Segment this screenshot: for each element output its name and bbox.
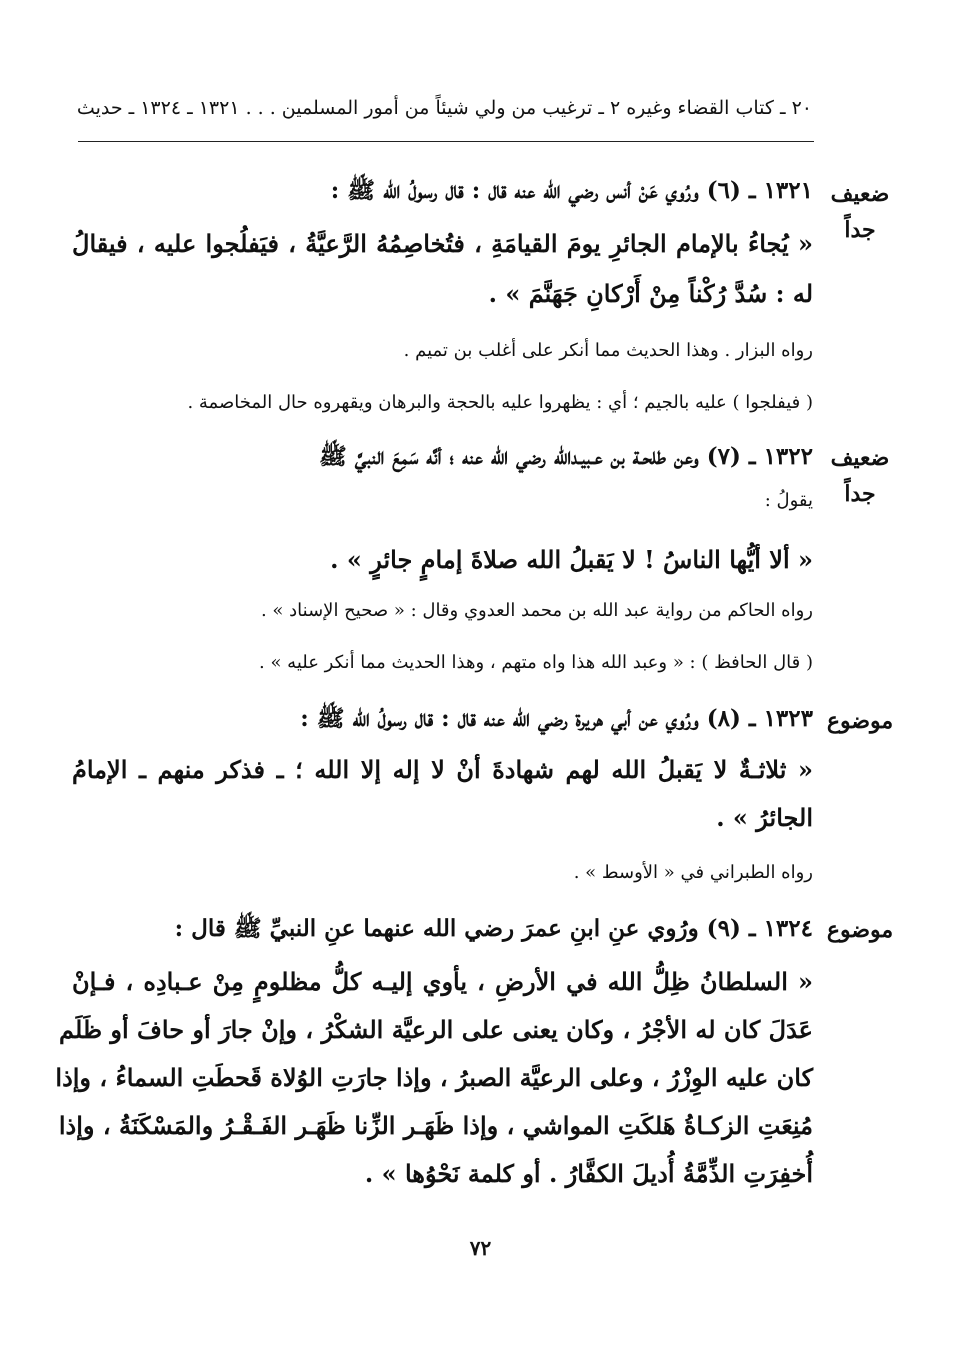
- grade-word: جداً: [844, 481, 876, 507]
- grade-word: موضوع: [826, 708, 894, 734]
- hadith-text-line: « ألا أيُّها الناسُ ! لا يَقبلُ الله صلاةَ إمامٍ جائرٍ » .: [330, 545, 813, 574]
- hadith-text-line: الجائرُ » .: [716, 803, 813, 832]
- hadith-source-note: رواه الحاكم من رواية عبد الله بن محمد العدوي وقال : « صحيح الإسناد » .: [260, 600, 813, 621]
- hadith-explanation-note: ( قال الحافظ ) : « وعبد الله هذا واه متهم ، وهذا الحديث مما أنكر عليه » .: [259, 652, 813, 673]
- header-rule: [78, 141, 814, 142]
- hadith-number-line: ١٣٢١ ـ (٦) ورُوي عَنْ أنس رضي الله عنه قال : قال رسولُ الله ﷺ :: [330, 177, 813, 204]
- hadith-text-line: له : سُدَّ رُكْناً مِنْ أَرْكانِ جَهَنَّمَ » .: [488, 279, 813, 308]
- hadith-source-note: رواه البزار . وهذا الحديث مما أنكر على أغلب بن تميم .: [403, 340, 813, 361]
- hadith-text-line: مُنِعَتِ الزكـاةُ هَلكَتِ المواشي ، وإذا ظَهَـر الزِّنا ظَهَـر الفَـقْـرُ والمَسْكَنَةُ ، وإذا: [58, 1111, 813, 1140]
- hadith-number-line: ١٣٢٢ ـ (٧) وعن طلحـة بن عـبيـدالله رضي الله عنه ؛ أنَّه سَمِعَ النبيَّ ﷺ: [318, 443, 813, 470]
- hadith-text-line: عَدَلَ كان له الأجْرُ ، وكان يعنى على الرعيَّة الشكْرُ ، وإنْ جارَ أو حافَ أو ظَلَم: [59, 1015, 813, 1044]
- hadith-text-line: أُخفِرَتِ الذِّمَّةُ أُديلَ الكفَّارُ . أو كلمة نَحْوُها » .: [364, 1159, 813, 1188]
- grade-word: موضوع: [826, 917, 894, 943]
- page-number: ٧٢: [469, 1236, 492, 1260]
- hadith-number-line: ١٣٢٣ ـ (٨) ورُوي عن أبي هريرة رضي الله عنه قال : قال رسولُ الله ﷺ :: [300, 705, 813, 732]
- hadith-grade: [817, 703, 903, 739]
- hadith-source-note: رواه الطبراني في « الأوسط » .: [573, 862, 813, 883]
- hadith-text-line: كان عليه الوِزْرُ ، وعلى الرعيَّة الصبرُ ، وإذا جارَتِ الوُلاة قَحطَتِ السماءُ ، وإذا: [55, 1063, 813, 1092]
- hadith-text-line: « السلطانُ ظِلُّ الله في الأرضِ ، يأوي إليـه كلُّ مظلومٍ مِنْ عـبادِه ، فـإنْ: [72, 967, 813, 996]
- hadith-number-line: ١٣٢٤ ـ (٩) ورُوي عنِ ابنِ عمرَ رضي الله عنهما عنِ النبيِّ ﷺ قال :: [174, 915, 813, 942]
- running-header: ٢٠ ـ كتاب القضاء وغيره ٢ ـ ترغيب من ولي شيئاً من أمور المسلمين . . . ١٣٢١ ـ ١٣٢٤ ـ حديث: [76, 97, 812, 119]
- grade-word: ضعيف: [830, 445, 890, 471]
- hadith-explanation-note: ( فيفلجوا ) عليه بالجيم ؛ أي : يظهروا عليه بالحجة والبرهان ويقهروه حال المخاصمة .: [187, 392, 813, 413]
- grade-word: جداً: [844, 217, 876, 243]
- hadith-grade: [817, 912, 903, 948]
- hadith-grade: [817, 176, 903, 248]
- hadith-lead-continuation: يقولُ :: [764, 490, 813, 511]
- hadith-grade: [817, 440, 903, 512]
- hadith-text-line: « ثلاثـةٌ لا يَقبلُ الله لهم شهادةَ أنْ لا إله إلا الله ؛ ـ فذكر منهم ـ الإمامُ: [72, 755, 813, 784]
- hadith-text-line: « يُجاءُ بالإمام الجائرِ يومَ القيامَةِ ، فتُخاصِمُهُ الرَّعيَّةُ ، فيَفلُجوا عليه ، فيقالُ: [72, 229, 813, 258]
- grade-word: ضعيف: [830, 181, 890, 207]
